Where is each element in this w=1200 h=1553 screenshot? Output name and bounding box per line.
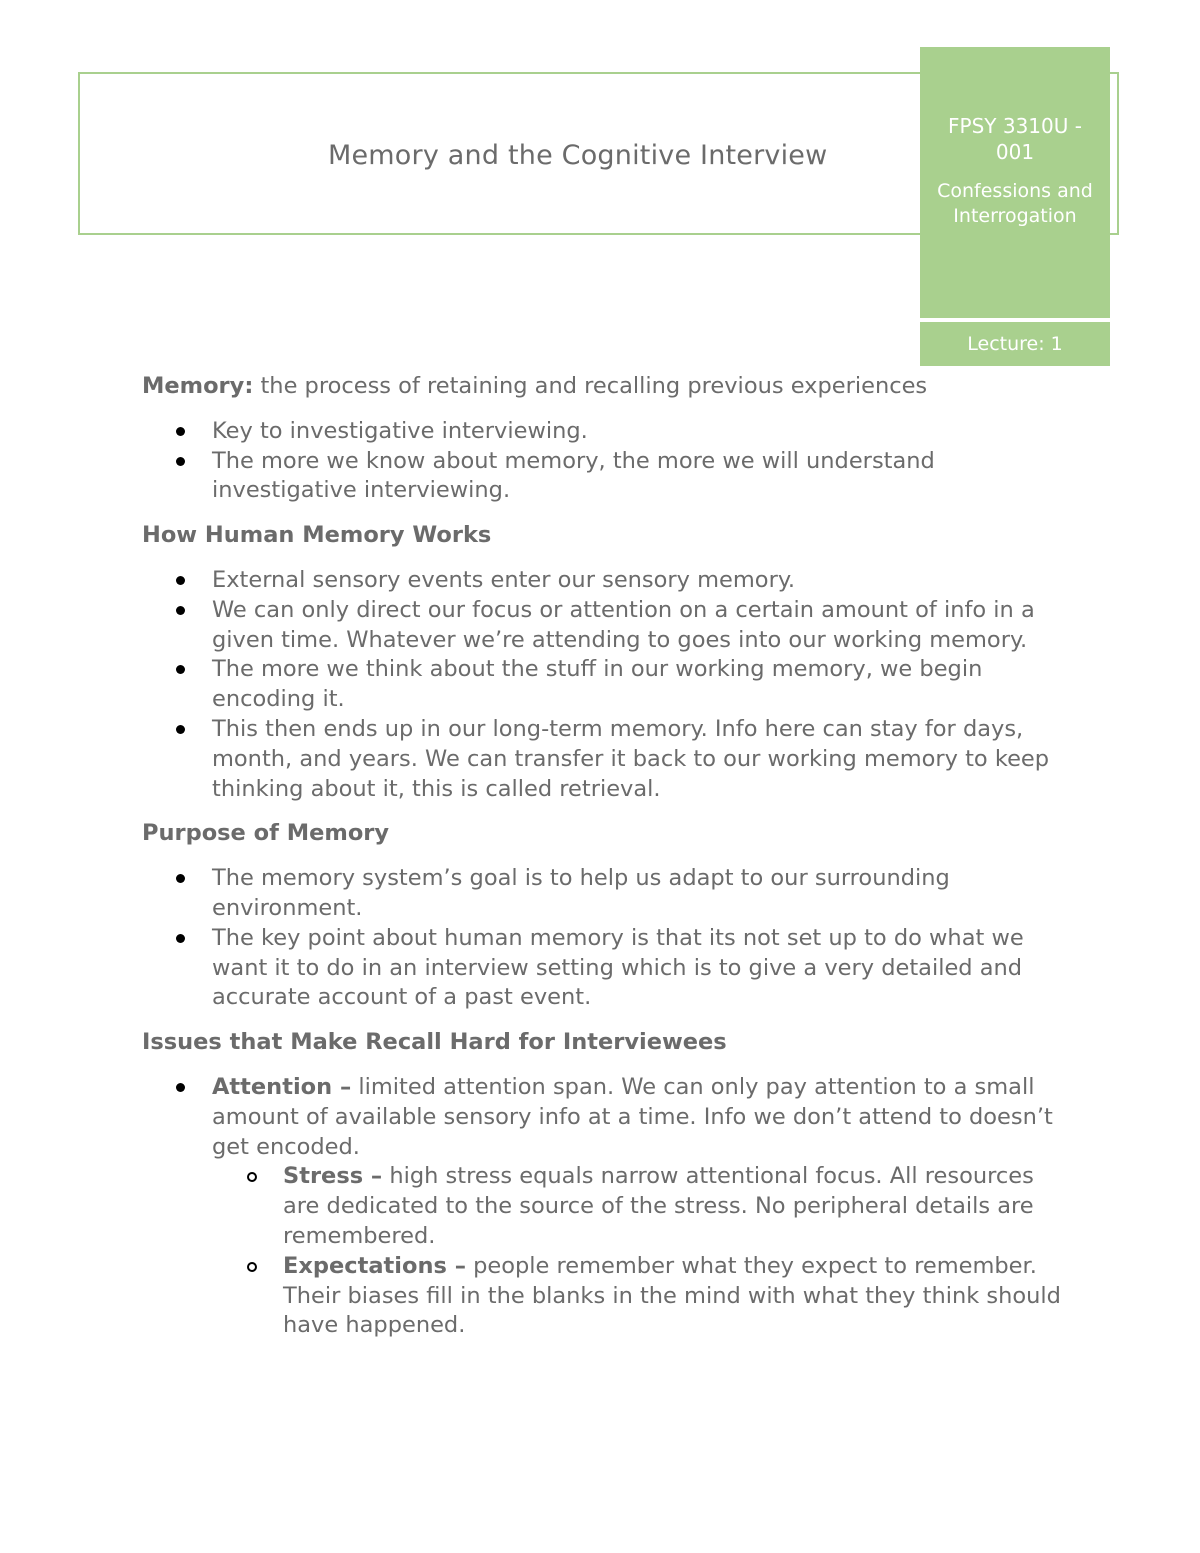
attention-text: limited attention span. We can only pay attention to a small amount of available sensory info at a time. Info we don’t attend to doesn’t get encoded.: [212, 1073, 1053, 1160]
course-code: FPSY 3310U - 001: [948, 114, 1082, 164]
expectations-text: people remember what they expect to remember. Their biases fill in the blanks in the mind with what they think should have happened.: [283, 1252, 1061, 1339]
document-title: Memory and the Cognitive Interview: [328, 140, 828, 171]
attention-term: Attention –: [212, 1073, 352, 1100]
list-item: The memory system’s goal is to help us adapt to our surrounding environment.: [212, 864, 1072, 924]
memory-definition: [142, 372, 1072, 402]
purpose-of-memory-list: [142, 864, 1072, 1013]
document-body: [142, 372, 1072, 1356]
list-item-expectations: [283, 1252, 1072, 1341]
memory-term: Memory:: [142, 373, 254, 399]
how-memory-works-list: [142, 566, 1072, 804]
list-item-stress: [283, 1162, 1072, 1251]
stress-text: high stress equals narrow attentional focus. All resources are dedicated to the source of the stress. No peripheral details are remembered.: [283, 1163, 1034, 1249]
course-panel: [920, 47, 1110, 318]
list-item: We can only direct our focus or attention on a certain amount of info in a given time. Whatever we’re attending to goes into our working memory.: [212, 596, 1072, 656]
stress-term: Stress –: [283, 1163, 383, 1190]
list-item-attention: [212, 1073, 1072, 1341]
section-heading-purpose-of-memory: Purpose of Memory: [142, 820, 390, 847]
issues-list: [142, 1073, 1072, 1341]
expectations-term: Expectations –: [283, 1252, 466, 1279]
list-item: Key to investigative interviewing.: [212, 417, 1072, 447]
lecture-label: Lecture: 1: [920, 322, 1110, 366]
list-item: This then ends up in our long-term memory. Info here can stay for days, month, and years. We can transfer it back to our working memory to keep thinking about it, this is called retrieval.: [212, 715, 1072, 804]
memory-definition-text: the process of retaining and recalling previous experiences: [253, 373, 928, 399]
list-item: The more we think about the stuff in our working memory, we begin encoding it.: [212, 655, 1072, 715]
list-item: The key point about human memory is that its not set up to do what we want it to do in an interview setting which is to give a very detailed and accurate account of a past event.: [212, 924, 1072, 1013]
memory-bullet-list: [142, 417, 1072, 506]
list-item: The more we know about memory, the more we will understand investigative interviewing.: [212, 447, 1072, 507]
section-heading-how-memory-works: How Human Memory Works: [142, 522, 492, 549]
section-heading-issues: Issues that Make Recall Hard for Interviewees: [142, 1029, 727, 1056]
course-topic: Confessions and Interrogation: [937, 180, 1093, 227]
list-item: External sensory events enter our sensory memory.: [212, 566, 1072, 596]
attention-sub-list: [212, 1162, 1072, 1341]
